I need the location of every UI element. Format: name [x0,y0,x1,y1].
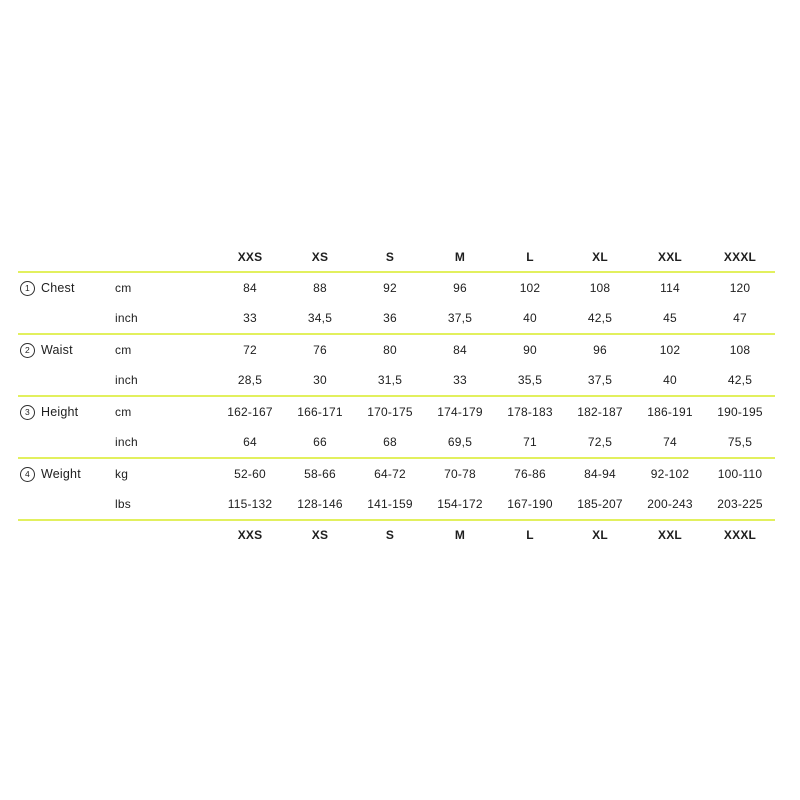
size-footer-row [18,521,775,549]
measurement-label: Chest [41,281,75,295]
measurement-value: 47 [733,311,747,325]
measurement-value: 100-110 [717,467,763,481]
measurement-value: 90 [523,343,537,357]
measurement-subrow [18,365,775,395]
measurement-value: 42,5 [727,373,753,387]
measurement-value: 45 [663,311,677,325]
measurement-value: 162-167 [227,405,273,419]
measurement-label: Waist [41,343,73,357]
measurement-value: 31,5 [377,373,403,387]
size-footer-label: XXXL [723,528,757,542]
measurement-value: 190-195 [717,405,763,419]
measurement-value: 58-66 [304,467,336,481]
measurement-value: 52-60 [234,467,266,481]
circled-number-icon: 2 [20,343,35,358]
measurement-value: 40 [523,311,537,325]
measurement-value: 174-179 [437,405,483,419]
measurement-value: 75,5 [727,435,753,449]
measurement-value: 70-78 [444,467,476,481]
measurement-value: 108 [589,281,611,295]
size-header-label: S [385,250,395,264]
size-footer-label: XXL [658,528,682,542]
circled-number-icon: 3 [20,405,35,420]
size-header-label: XXL [658,250,682,264]
measurement-value: 71 [523,435,537,449]
measurement-value: 141-159 [367,497,413,511]
measurement-value: 178-183 [507,405,553,419]
size-footer-label: XXS [237,528,263,542]
size-header-label: M [454,250,466,264]
measurement-row [18,397,775,427]
measurement-value: 74 [663,435,677,449]
size-header-label: XXS [237,250,263,264]
size-header-label: XL [592,250,608,264]
measurement-value: 84 [453,343,467,357]
measurement-value: 128-146 [297,497,343,511]
measurement-value: 28,5 [237,373,263,387]
measurement-label: Weight [41,467,81,481]
measurement-value: 35,5 [517,373,543,387]
measurement-value: 170-175 [367,405,413,419]
unit-label: kg [115,467,129,481]
unit-label: cm [115,281,132,295]
unit-label: cm [115,405,132,419]
measurement-value: 33 [453,373,467,387]
measurement-value: 166-171 [297,405,343,419]
circled-number-icon: 4 [20,467,35,482]
measurement-row [18,273,775,303]
size-chart-table [18,243,775,549]
measurement-value: 37,5 [587,373,613,387]
measurement-value: 96 [593,343,607,357]
unit-label: inch [115,311,138,325]
measurement-subrow [18,427,775,457]
unit-label: cm [115,343,132,357]
measurement-value: 76-86 [514,467,546,481]
size-footer-label: M [454,528,466,542]
measurement-value: 36 [383,311,397,325]
measurement-value: 37,5 [447,311,473,325]
measurement-value: 84 [243,281,257,295]
measurement-value: 102 [659,343,681,357]
measurement-value: 200-243 [647,497,693,511]
size-footer-label: S [385,528,395,542]
size-header-label: XXXL [723,250,757,264]
measurement-value: 185-207 [577,497,623,511]
circled-number-icon: 1 [20,281,35,296]
measurement-label-cell [18,343,115,358]
measurement-label-cell [18,467,115,482]
measurement-value: 186-191 [647,405,693,419]
measurement-value: 154-172 [437,497,483,511]
measurement-value: 72,5 [587,435,613,449]
size-footer-label: L [526,528,534,542]
measurement-value: 102 [519,281,541,295]
measurement-value: 30 [313,373,327,387]
measurement-value: 66 [313,435,327,449]
measurement-value: 203-225 [717,497,763,511]
measurement-value: 96 [453,281,467,295]
size-header-label: XS [311,250,329,264]
measurement-label-cell [18,281,115,296]
measurement-value: 182-187 [577,405,623,419]
unit-label: inch [115,373,138,387]
measurement-value: 108 [729,343,751,357]
measurement-value: 69,5 [447,435,473,449]
measurement-value: 72 [243,343,257,357]
measurement-value: 115-132 [227,497,273,511]
measurement-value: 92 [383,281,397,295]
measurement-value: 64 [243,435,257,449]
measurement-value: 40 [663,373,677,387]
measurement-row [18,459,775,489]
measurement-subrow [18,303,775,333]
measurement-row [18,335,775,365]
measurement-value: 80 [383,343,397,357]
measurement-value: 64-72 [374,467,406,481]
size-footer-label: XL [592,528,608,542]
measurement-subrow [18,489,775,519]
measurement-value: 34,5 [307,311,333,325]
unit-label: lbs [115,497,131,511]
measurement-value: 92-102 [650,467,690,481]
measurement-value: 167-190 [507,497,553,511]
measurement-value: 76 [313,343,327,357]
measurement-value: 88 [313,281,327,295]
measurement-value: 114 [660,281,680,295]
measurement-value: 42,5 [587,311,613,325]
size-footer-label: XS [311,528,329,542]
size-header-label: L [526,250,534,264]
unit-label: inch [115,435,138,449]
measurement-value: 84-94 [584,467,616,481]
measurement-label-cell [18,405,115,420]
measurement-value: 120 [729,281,751,295]
size-header-row [18,243,775,271]
measurement-label: Height [41,405,79,419]
measurement-value: 33 [243,311,257,325]
measurement-value: 68 [383,435,397,449]
